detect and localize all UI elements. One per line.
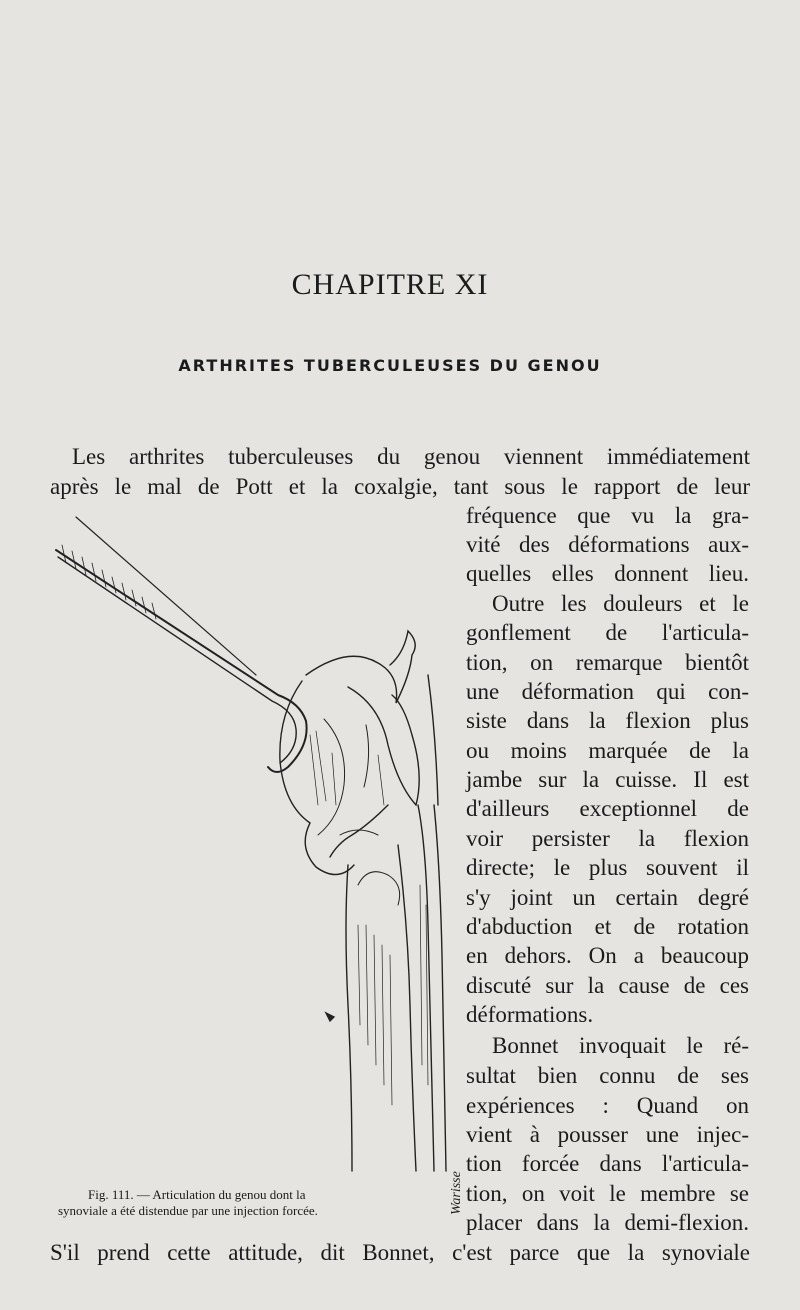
figure-caption <box>58 1187 418 1219</box>
paragraph-line: jambe sur la cuisse. Il est <box>466 767 749 792</box>
paragraph-line: s'y joint un certain degré <box>466 885 749 910</box>
paragraph-line: fréquence que vu la gra- <box>466 503 749 528</box>
paragraph-line: en dehors. On a beaucoup <box>466 943 749 968</box>
paragraph-line: sultat bien connu de ses <box>466 1063 749 1088</box>
paragraph-line: vité des déformations aux- <box>466 532 749 557</box>
caption-line-2: synoviale a été distendue par une injection forcée. <box>58 1203 318 1218</box>
paragraph-line: directe; le plus souvent il <box>466 855 749 880</box>
paragraph-line: déformations. <box>466 1002 594 1027</box>
paragraph-line: expériences : Quand on <box>466 1093 749 1118</box>
paragraph-line: quelles elles donnent lieu. <box>466 561 749 586</box>
paragraph-line: après le mal de Pott et la coxalgie, tant sous le rapport de leur <box>50 474 750 499</box>
paragraph-line: d'ailleurs exceptionnel de <box>466 796 749 821</box>
paragraph-line: tion, on voit le membre se <box>466 1181 749 1206</box>
paragraph-line: tion forcée dans l'articula- <box>466 1151 749 1176</box>
paragraph-line: gonflement de l'articula- <box>466 620 749 645</box>
paragraph-line: Les arthrites tuberculeuses du genou viennent immédiatement <box>72 444 750 469</box>
paragraph-line: Outre les douleurs et le <box>492 591 749 616</box>
chapter-title: CHAPITRE XI <box>291 268 489 301</box>
paragraph-line: S'il prend cette attitude, dit Bonnet, c'est parce que la synoviale <box>50 1240 750 1265</box>
paragraph-line: tion, on remarque bientôt <box>466 650 749 675</box>
paragraph-line: vient à pousser une injec- <box>466 1122 749 1147</box>
section-title: ARTHRITES TUBERCULEUSES DU GENOU <box>178 356 602 375</box>
paragraph-line: siste dans la flexion plus <box>466 708 749 733</box>
paragraph-line: Bonnet invoquait le ré- <box>492 1033 749 1058</box>
paragraph-line: ou moins marquée de la <box>466 738 749 763</box>
paragraph-line: placer dans la demi-flexion. <box>466 1210 749 1235</box>
paragraph-line: une déformation qui con- <box>466 679 749 704</box>
engraver-signature: Warisse <box>449 1171 464 1215</box>
knee-joint-illustration <box>48 505 466 1225</box>
paragraph-line: discuté sur la cause de ces <box>466 973 749 998</box>
caption-line-1: Fig. 111. — Articulation du genou dont la <box>88 1187 306 1202</box>
paragraph-line: voir persister la flexion <box>466 826 749 851</box>
paragraph-line: d'abduction et de rotation <box>466 914 749 939</box>
